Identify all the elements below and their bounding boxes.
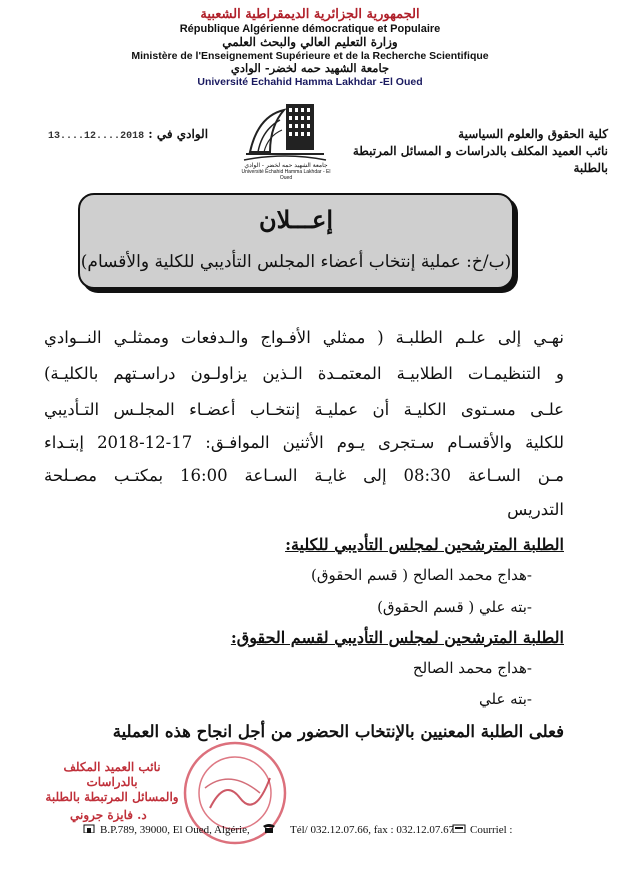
list-item: -هداج محمد الصالح (412, 659, 532, 677)
office-name: نائب العميد المكلف بالدراسات و المسائل المرتبطة بالطلبة (352, 143, 608, 175)
fax-icon (452, 823, 466, 833)
body-line: للكلية والأقسـام سـتجرى يـوم الأثنين الموافـق: 17-12-2018 إبتـداء (44, 433, 564, 452)
footer-email: Courriel : (470, 824, 513, 836)
signature-name: د. فايزة جروني (70, 808, 147, 822)
body-line: و التنظيمـات الطلابيـة المعتمـدة الـذين يزاولـون دراسـتهم بالكليـة) (44, 364, 564, 383)
body-line: مـن السـاعة 08:30 إلى غايـة السـاعة 16:00 بمكتـب مصـلحة (44, 466, 564, 485)
date-value: 2018....12....13 (48, 131, 145, 142)
footer-phone: Tél/ 032.12.07.66, fax : 032.12.07.67 (290, 824, 455, 836)
header-republic-fr: République Algérienne démocratique et Populaire (179, 23, 441, 35)
list-item: -بته علي (479, 690, 532, 708)
body-line: نهـي إلى علـم الطلبـة ( ممثلي الأفـواج والـدفعات وممثلـي النــوادي (44, 328, 564, 347)
announcement-subtitle: (ب/خ: عملية إنتخاب أعضاء المجلس التأديبي للكلية والأقسام) (80, 252, 512, 272)
body-line-last: التدريس (507, 500, 564, 519)
department-block (348, 126, 608, 176)
date-block (48, 127, 208, 142)
signature-title: نائب العميد المكلف بالدراسات والمسائل المرتبطة بالطلبة (45, 760, 179, 804)
header-university-fr: Université Echahid Hamma Lakhdar -El Oued (197, 76, 423, 88)
logo-caption: جامعة الشهيد حمه لخضر - الوادي Université Echahid Hamma Lakhdar - El Oued (241, 162, 331, 182)
date-label: الوادي في : (148, 127, 209, 141)
list-item: -بته علي ( قسم الحقوق) (377, 598, 532, 616)
closing-statement: فعلى الطلبة المعنيين بالإنتخاب الحضور من أجل انجاح هذه العملية (112, 722, 564, 741)
university-logo-icon (240, 96, 330, 168)
body-line: علـى مسـتوى الكليـة أن عمليـة إنتخـاب أعضـاء المجلـس التـأديبي (44, 400, 564, 419)
footer-address: B.P.789, 39000, El Oued, Algérie, (100, 824, 250, 836)
header-ministry-ar: وزارة التعليم العالي والبحث العلمي (222, 35, 398, 49)
faculty-name: كلية الحقوق والعلوم السياسية (458, 127, 608, 141)
section-heading-faculty: الطلبة المترشحين لمجلس التأديبي للكلية: (285, 535, 564, 554)
list-item: -هداج محمد الصالح ( قسم الحقوق) (310, 566, 532, 584)
header-republic-ar: الجمهورية الجزائرية الديمقراطية الشعبية (200, 7, 420, 22)
section-heading-law-dept: الطلبة المترشحين لمجلس التأديبي لقسم الحقوق: (230, 628, 564, 647)
building-icon (82, 823, 96, 833)
header-ministry-fr: Ministère de l'Enseignement Supérieure et de la Recherche Scientifique (131, 50, 489, 62)
announcement-title: إعـــلان (258, 205, 334, 234)
header-university-ar: جامعة الشهيد حمه لخضر- الوادي (230, 61, 390, 75)
telephone-icon (262, 823, 276, 833)
